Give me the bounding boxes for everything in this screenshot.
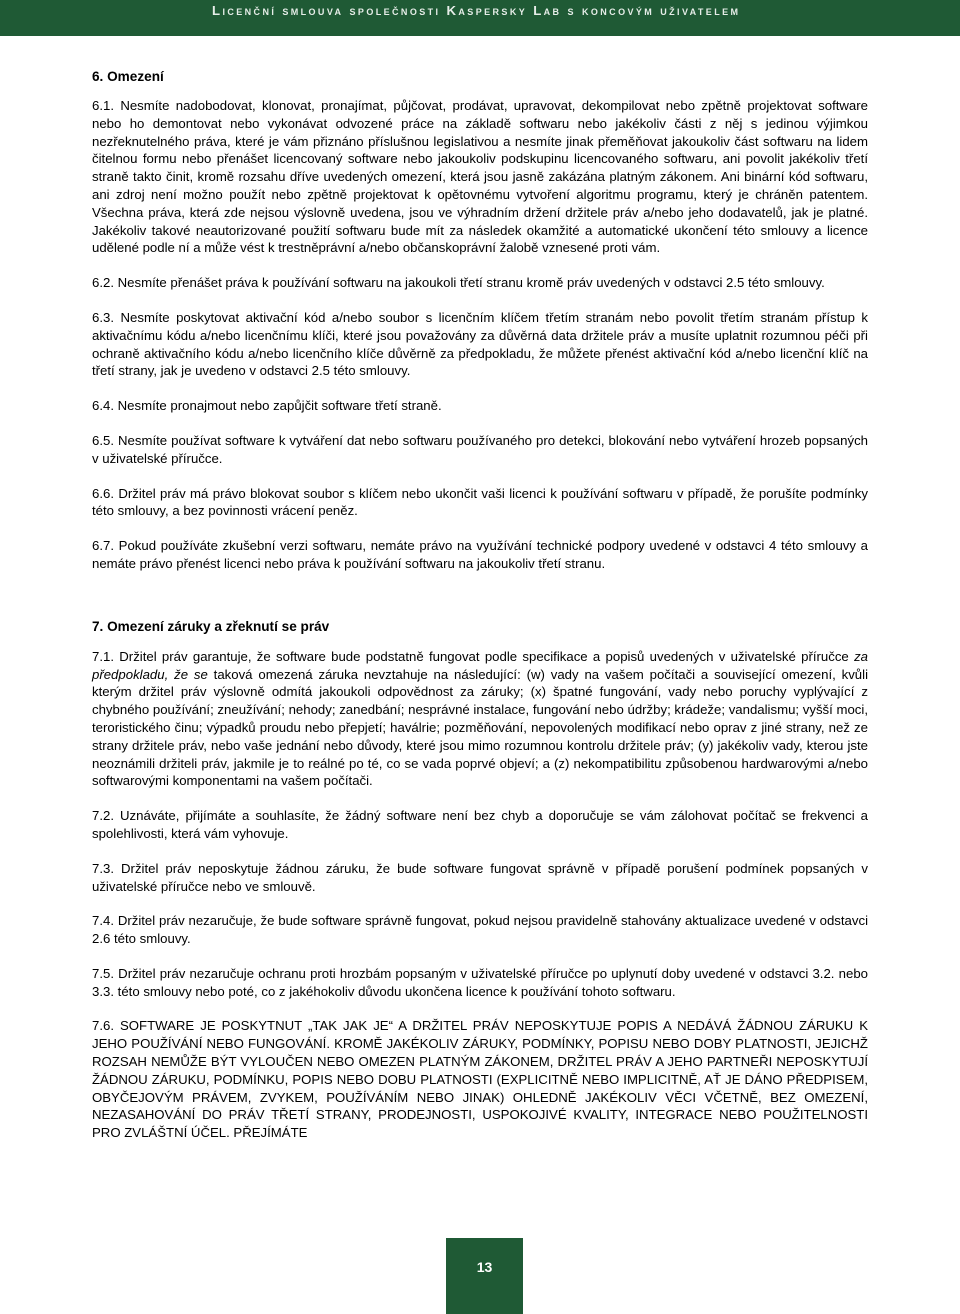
paragraph-7-2: 7.2. Uznáváte, přijímáte a souhlasíte, že žádný software není bez chyb a doporučuje se vám zálohovat počítač se frekvenci a spolehlivosti, která vám vyhovuje. xyxy=(92,808,868,841)
paragraph-6-3: 6.3. Nesmíte poskytovat aktivační kód a/nebo soubor s licenčním klíčem třetím stranám nebo povolit třetím stranám přístup k aktivačnímu kódu a/nebo licenčnímu klíči, které jsou považovány za důvěrná data držitele práv a musíte uplatnit rozumnou péči při ochraně aktivačního kódu a/nebo licenčního klíče důvěrně za předpokladu, že můžete přenést aktivační kód a/nebo licenční klíč na třetí strany, jak je uvedeno v odstavci 2.5 této smlouvy. xyxy=(92,309,868,379)
paragraph-7-1-italic: za předpokladu, že se xyxy=(92,648,868,682)
paragraph-7-3: 7.3. Držitel práv neposkytuje žádnou záruku, že bude software fungovat správně v případě porušení podmínek popsaných v uživatelské příručce nebo ve smlouvě. xyxy=(92,860,868,894)
document-body xyxy=(92,67,868,1142)
header-bar xyxy=(0,0,960,36)
page-number: 13 xyxy=(476,1259,493,1275)
paragraph-7-4: 7.4. Držitel práv nezaručuje, že bude software správně fungovat, pokud nejsou pravidelně stahovány aktualizace uvedené v odstavci 2.6 této smlouvy. xyxy=(92,913,868,947)
paragraph-7-1-start: 7.1. Držitel práv garantuje, že software bude podstatně fungovat podle specifikace a popisů uvedených v uživatelské příručce xyxy=(92,648,855,664)
section-heading-6: 6. Omezení xyxy=(92,69,164,84)
paragraph-6-5: 6.5. Nesmíte používat software k vytváření dat nebo softwaru používaného pro detekci, blokování nebo vytváření hrozeb popsaných v uživatelské příručce. xyxy=(92,432,868,466)
paragraph-6-6: 6.6. Držitel práv má právo blokovat soubor s klíčem nebo ukončit vaši licenci k používání softwaru v případě, že porušíte podmínky této smlouvy, a bez povinnosti vrácení peněz. xyxy=(92,485,868,519)
paragraph-6-1: 6.1. Nesmíte nadobodovat, klonovat, pronajímat, půjčovat, prodávat, upravovat, dekompilovat nebo zpětně projektovat software nebo ho demontovat nebo vykonávat odvozené práce na základě softwaru nebo jakékoliv části z něj s jedinou výjimkou nezřeknutelného práva, které je vám přiznáno příslušnou legislativou a nesmíte jinak přeměňovat jakoukoliv část softwaru na lidem čitelnou formu nebo přenášet licencovaný software nebo jakoukoliv podskupinu licencovaného softwaru, ani povolit jakékoliv třetí straně takto činit, kromě rozsahu dříve uvedených omezení, která jsou jasně zakázána platným zákonem. Ani binární kód softwaru, ani zdroj není možno použít nebo zpětně projektovat k opětovnému vytvoření algoritmu programu, který je chráněn patentem. Všechna práva, která zde nejsou výslovně uvedena, jsou ve výhradním držení držitele práv a/nebo jeho dodavatelů, jak je platné. Jakékoliv takové neautorizované použití softwaru bude mít za následek okamžité a automatické ukončení této smlouvy a licence udělené podle ní a může vést k trestněprávní a/nebo občanskoprávní žalobě vznesené proti vám. xyxy=(92,98,868,256)
paragraph-6-7: 6.7. Pokud používáte zkušební verzi softwaru, nemáte právo na využívání technické podpory uvedené v odstavci 4 této smlouvy a nemáte právo přenést licenci nebo práva k používání softwaru na jakoukoliv třetí stranu. xyxy=(92,538,868,571)
paragraph-7-1 xyxy=(92,648,868,790)
paragraph-6-4: 6.4. Nesmíte pronajmout nebo zapůjčit software třetí straně. xyxy=(92,398,442,414)
header-title: Licenční smlouva společnosti Kaspersky Lab s koncovým uživatelem xyxy=(212,3,741,18)
paragraph-7-1-end: taková omezená záruka nevztahuje na následující: (w) vady na vašem počítači a související omezení, kvůli kterým držitel práv výslovně odmítá jakoukoli odpovědnost za záruky; (x) špatné fungování, vady nebo poruchy vyplývající z chybného používání; zneužívání; nehody; zanedbání; nesprávné instalace, fungování nebo údržby; krádeže; vandalismu; vyšší moci, teroristického činu; výpadků proudu nebo přepjetí; haválrie; pozměňování, nepovolených modifikací nebo oprav z jiné strany, než ze strany držitele práv, nebo vaše jednání nebo důvody, které jsou mimo rozumnou kontrolu držitele práv; (y) jakékoliv vady, kterou jste neoznámili držiteli práv, jakmile je to reálné po té, co se vada poprvé objeví; a (z) nekompatibilitu způsobenou hardwarovými a/nebo softwarovými komponentami na vašem počítači. xyxy=(92,666,868,789)
paragraph-7-5: 7.5. Držitel práv nezaručuje ochranu proti hrozbám popsaným v uživatelské příručce po uplynutí doby uvedené v odstavci 3.2. nebo 3.3. této smlouvy nebo poté, co z jakéhokoliv důvodu ukončena licence k používání tohoto softwaru. xyxy=(92,965,868,999)
section-heading-7: 7. Omezení záruky a zřeknutí se práv xyxy=(92,618,330,634)
paragraph-7-6: 7.6. SOFTWARE JE POSKYTNUT „TAK JAK JE“ A DRŽITEL PRÁV NEPOSKYTUJE POPIS A NEDÁVÁ ŽÁDNOU ZÁRUKU K JEHO POUŽÍVÁNÍ NEBO FUNGOVÁNÍ. KROMĚ JAKÉKOLIV ZÁRUKY, PODMÍNKY, POPISU NEBO DOBY PLATNOSTI, JEJICHŽ ROZSAH NEMŮŽE BÝT VYLOUČEN NEBO OMEZEN PLATNÝM ZÁKONEM, DRŽITEL PRÁV A JEHO PARTNEŘI NEPOSKYTUJÍ ŽÁDNOU ZÁRUKU, PODMÍNKU, POPIS NEBO DOBU PLATNOSTI (EXPLICITNĚ NEBO IMPLICITNĚ, AŤ JE DÁNO PŘEDPISEM, OBYČEJOVÝM PRÁVEM, ZVYKEM, POUŽÍVÁNÍM NEBO JINAK) OHLEDNĚ JAKÉKOLIV VĚCI VČETNĚ, BEZ OMEZENÍ, NEZASAHOVÁNÍ DO PRÁV TŘETÍ STRANY, PRODEJNOSTI, USPOKOJIVÉ KVALITY, INTEGRACE NEBO POUŽITELNOSTI PRO ZVLÁŠTNÍ ÚČEL. PŘEJÍMÁTE xyxy=(92,1018,868,1141)
page-number-block xyxy=(446,1238,523,1314)
paragraph-6-2: 6.2. Nesmíte přenášet práva k používání softwaru na jakoukoli třetí stranu kromě práv uvedených v odstavci 2.5 této smlouvy. xyxy=(92,275,825,291)
